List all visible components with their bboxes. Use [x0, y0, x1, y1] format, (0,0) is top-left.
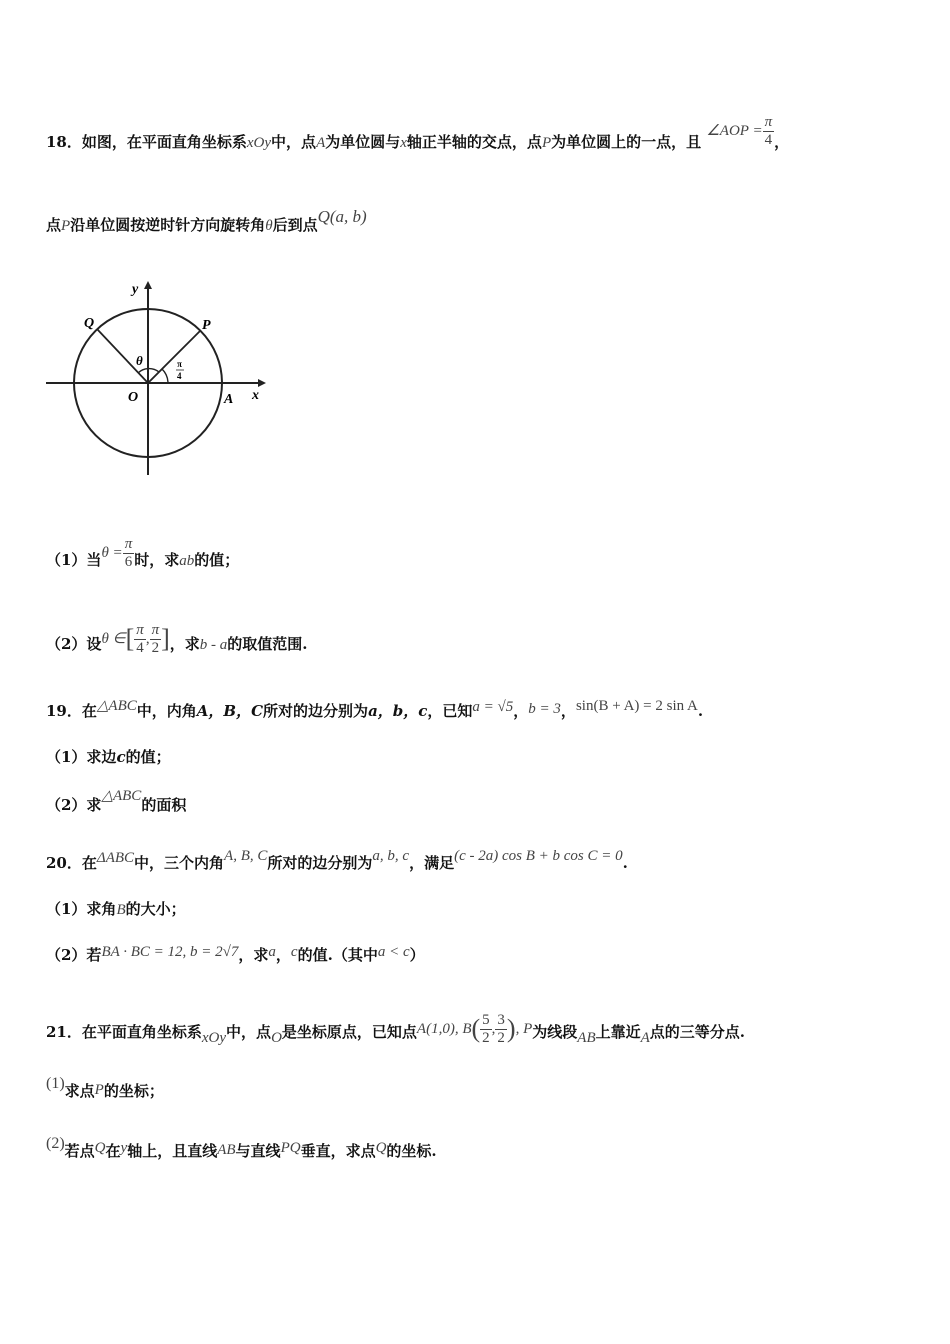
- math-xOy: xOy: [246, 135, 272, 151]
- segment-OP: [148, 331, 200, 383]
- label-theta: θ: [136, 353, 143, 368]
- fraction-pi-over-6: $\frac{\pi}{6}$: [124, 536, 133, 570]
- q19-part1: （1）求边c的值；: [46, 748, 171, 766]
- label-y: y: [132, 282, 139, 297]
- q21-line: 21．在平面直角坐标系xOy中，点O是坐标原点，已知点A(1,0), B( $\frac{5}{2}$ , $\frac{3}{2}$ ), P为线段AB上靠近A点的三等分点.: [46, 1012, 746, 1046]
- fraction-pi-over-2: $\frac{\pi}{2}$: [151, 622, 160, 656]
- x-axis-arrow: [258, 379, 266, 387]
- q18-line1: 18．如图，在平面直角坐标系xOy中，点A为单位圆与x轴正半轴的交点，点P为单位圆上的一点，且 ∠AOP = $\frac{\pi}{4}$ ，: [46, 114, 790, 151]
- label-Q: Q: [84, 316, 95, 331]
- q18-part2: （2）设θ ∈[ $\frac{\pi}{4}$ , $\frac{\pi}{2}$ ]，求b - a的取值范围.: [46, 622, 308, 656]
- q20-line: 20．在ΔABC中，三个内角A, B, C所对的边分别为a, b, c，满足(c - 2a) cos B + b cos C = 0.: [46, 848, 628, 872]
- q20-number: 20．: [46, 854, 82, 872]
- q18-part1: （1）当θ = $\frac{\pi}{6}$ 时，求ab的值；: [46, 536, 240, 570]
- q21-part1: (1)求点P的坐标；: [46, 1075, 164, 1100]
- fraction-pi-over-4b: $\frac{\pi}{4}$: [136, 622, 144, 656]
- y-axis-arrow: [144, 281, 152, 289]
- unit-circle-figure: [40, 275, 280, 480]
- label-x: x: [252, 388, 259, 403]
- q19-line: 19．在△ABC中，内角A，B，C所对的边分别为a，b，c，已知a = √5，b = 3，sin(B + A) = 2 sin A.: [46, 698, 704, 720]
- q20-part1: （1）求角B的大小；: [46, 900, 186, 918]
- q19-part2: （2）求△ABC的面积: [46, 788, 187, 814]
- q20-part2: （2）若BA · BC = 12, b = 2√7，求a，c的值.（其中a < c）: [46, 944, 425, 964]
- fraction-pi-over-4: $\frac{\pi}{4}$: [764, 114, 773, 148]
- math-Q-ab: Q(a, b): [317, 207, 367, 226]
- label-pi: π: [177, 359, 182, 369]
- q18-line2: 点P沿单位圆按逆时针方向旋转角θ后到点Q(a, b): [46, 207, 367, 234]
- label-O: O: [128, 390, 139, 405]
- q18-number: 18．: [46, 133, 82, 151]
- math-angle-AOP: ∠AOP =: [706, 123, 763, 139]
- label-A: A: [224, 392, 234, 407]
- q19-number: 19．: [46, 702, 82, 720]
- fraction-3-over-2: $\frac{3}{2}$: [497, 1012, 505, 1046]
- fraction-5-over-2: $\frac{5}{2}$: [482, 1012, 490, 1046]
- q21-part2: (2)若点Q在y轴上，且直线AB与直线PQ垂直，求点Q的坐标.: [46, 1135, 437, 1160]
- label-P: P: [202, 318, 211, 333]
- label-four: 4: [177, 371, 182, 381]
- q21-number: 21．: [46, 1023, 82, 1041]
- angle-arc-pi4: [162, 369, 168, 383]
